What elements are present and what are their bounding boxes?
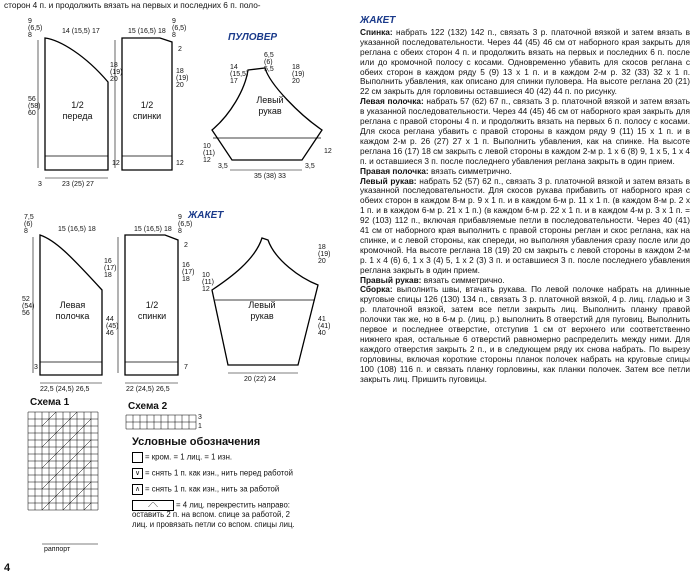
dim-label: 41 (41) 40 [318, 316, 331, 337]
left-front-label: Левая полочка [55, 300, 90, 321]
dim-label: 3 [34, 364, 38, 371]
cross-stitch-mark [49, 454, 56, 461]
cross-stitch-mark [70, 412, 77, 419]
dim-label: 22,5 (24,5) 26,5 [40, 386, 90, 393]
edge-stitch-icon [132, 452, 143, 463]
cross-stitch-mark [42, 419, 49, 426]
dim-label: 16 (17) 18 [104, 258, 117, 279]
dim-label: 18 (19) 20 [292, 64, 305, 85]
scheme2-title: Схема 2 [128, 401, 168, 412]
dim-label: 44 (45) 46 [106, 316, 119, 337]
cross-stitch-mark [63, 503, 70, 510]
left-front-paragraph: Левая полочка: набрать 57 (62) 67 п., связать 3 р. платочной вязкой и затем вязать в указанной последовательности. Через 44 (45) 46 см от наборного края закрыть для реглана с правой стороны 4 п. и продолжить вязать на первых 6 п. полосу с косами. Для скоса реглана убавить с правой стороны в каждом ряду 9 (11) 15 x 1 п. и в каждом 2-м р. 26 (27) 27 x 1 п. Выполнить убавления, как на спинке. На высоте реглана 16 (17) 18 см закрыть с левой стороны в каждом 2-м р. 1 x 6 (8) 9, 1 x 5, 1 x 4 п. и оставшиеся 3 п. после последнего убавления реглана закрыть в один прием. [360, 96, 691, 166]
dim-label: 56 (58) 60 [28, 96, 41, 117]
cross-stitch-mark [63, 482, 70, 489]
cross-stitch-mark [56, 447, 63, 454]
legend-row: оставить 2 п. на вспом. спице за работой, 2 [132, 510, 291, 519]
cross-stitch-mark [56, 426, 63, 433]
cross-stitch-mark [77, 426, 84, 433]
cross-stitch-mark [42, 461, 49, 468]
dim-label: 22 (24,5) 26,5 [126, 386, 170, 393]
raport-label: раппорт [44, 546, 71, 553]
dim-label: 7 [184, 364, 188, 371]
scheme2-chart [124, 414, 204, 434]
slip-front-icon: ∨ [132, 468, 143, 479]
legend-row: лиц. и провязать петли со вспом. спицы лиц. [132, 520, 295, 529]
jacket-text-title: ЖАКЕТ [360, 15, 396, 26]
jacket-diagram-title: ЖАКЕТ [188, 210, 224, 221]
cross-stitch-mark [84, 419, 91, 426]
legend-row: ∧ = снять 1 п. как изн., нить за работой [132, 484, 279, 495]
assembly-paragraph: Сборка: выполнить швы, втачать рукава. По левой полочке набрать на длинные круговые спицы 126 (130) 134 п., связать 3 р. платочной вязкой, 4 р. лиц. гладью и 3 р. платочной вязкой, затем все петли закрыть лиц. Выполнить планку правой полочки так же, но в 6-м р. (лиц. р.) выполнить 8 отверстий для пуговиц. Выполнить первое и последнее отверстие, отступив 1 см от верхнего или соответственно нижнего края, остальные 6 отверстий равномерно распределить между ними. Для каждого отверстия закрыть 2 п., и в следующем ряду их снова набрать. По вырезу горловины, включая короткие стороны планок полочек набрать на круговые спицы 100 (108) 116 п. и связать планку горловины, как планки полочек. Затем все петли закрыть лиц. Пришить пуговицы. [360, 284, 691, 384]
cross-stitch-mark [49, 433, 56, 440]
cross-stitch-mark [56, 489, 63, 496]
dim-label: 15 (16,5) 18 [128, 28, 166, 35]
cross-stitch-mark [63, 440, 70, 447]
dim-label: 18 (19) 20 [110, 62, 123, 83]
slip-back-icon: ∧ [132, 484, 143, 495]
cross-stitch-mark [84, 503, 91, 510]
cross-stitch-mark [70, 496, 77, 503]
dim-label: 15 (16,5) 18 [58, 226, 96, 233]
dim-label: 2 [184, 242, 188, 249]
dim-label: 18 (19) 20 [318, 244, 331, 265]
dim-label: 10 (11) 12 [202, 272, 214, 293]
cross-stitch-mark [42, 503, 49, 510]
instructions-text [360, 14, 690, 385]
top-line: сторон 4 п. и продолжить вязать на первых и последних 6 п. поло- [4, 0, 261, 10]
cross-stitch-mark [77, 489, 84, 496]
cross-stitch-mark [63, 419, 70, 426]
dim-label: 35 (38) 33 [254, 173, 286, 180]
dim-label: 9 (6,5) 8 [28, 18, 43, 39]
jacket-sleeve-label: Левый рукав [248, 300, 276, 321]
dim-label: 10 (11) 12 [203, 143, 215, 164]
cross-stitch-mark [84, 440, 91, 447]
legend-row: ⟋⟍ = 4 лиц. перекрестить направо: [132, 500, 290, 511]
scheme2-row-3: 3 [198, 414, 202, 421]
cross-stitch-mark [77, 447, 84, 454]
cable-cross-icon: ⟋⟍ [132, 500, 174, 511]
dim-label: 9 (6,5) 8 [178, 214, 193, 235]
legend-row: ∨ = снять 1 п. как изн., нить перед работой [132, 468, 293, 479]
dim-label: 20 (22) 24 [244, 376, 276, 383]
left-sleeve-paragraph: Левый рукав: набрать 52 (57) 62 п., связать 3 р. платочной вязкой и затем вязать в указанной последовательности. Для скосов рукава прибавить от наборного края с обеих сторон в каждом 8-м р. 9 x 1 п. и в каждом 6-м р. 11 x 1 п. (в каждом 8-м р. 2 x 1 п. и в каждом 6-м р. 21 x 1 п.) (в каждом 6-м р. 22 x 1 п. и в каждом 4-м р. 3 x 1 п. = 92 (103) 112 п., включая прибавляемые петли в последовательности. Через 40 (41) 41 см от наборного края выполнить с правой стороны реглан и скос реглана, как на спинке, и с левой стороны, как спереди, но выполняя убавления сразу после или до кромочной. На высоте реглана 18 (19) 20 см закрыть с левой стороны в каждом 2-м р. 1 x 4 (6) 6, 1 x 3 (4) 5, 1 x 2 (3) 3 п. и оставшиеся 3 п. после последнего убавления реглана закрыть в один прием. [360, 175, 691, 275]
legend-title: Условные обозначения [132, 436, 261, 448]
cross-stitch-mark [42, 482, 49, 489]
dim-label: 3 [38, 181, 42, 188]
dim-label: 15 (16,5) 18 [134, 226, 172, 233]
cross-stitch-mark [49, 475, 56, 482]
cross-stitch-mark [63, 461, 70, 468]
scheme1-chart [20, 410, 120, 550]
cross-stitch-mark [77, 468, 84, 475]
legend-row: = кром. = 1 лиц. = 1 изн. [132, 452, 232, 463]
dim-label: 14 (15,5) 17 [62, 28, 100, 35]
scheme1-title: Схема 1 [30, 397, 70, 408]
dim-label: 23 (25) 27 [62, 181, 94, 188]
page-number: 4 [4, 562, 11, 574]
cross-stitch-mark [84, 482, 91, 489]
left-sleeve-label: Левый рукав [256, 95, 284, 116]
dim-label: 3,5 [305, 163, 315, 170]
right-sleeve-paragraph: Правый рукав: вязать симметрично. [360, 274, 505, 285]
dim-label: 16 (17) 18 [182, 262, 195, 283]
back-half-label: 1/2 спинки [132, 100, 162, 121]
cross-stitch-mark [49, 496, 56, 503]
back-paragraph: Спинка: набрать 122 (132) 142 п., связать 3 р. платочной вязкой и затем вязать в указанной последовательности. Через 44 (45) 46 см от наборного края закрыть для реглана с обеих сторон 4 п. и продолжить вязать на первых и последних 6 п. после или до кромочной полосу с косами. Одновременно убавить для скосов реглана с обеих сторон в каждом ряду 5 (9) 13 x 1 п. и в каждом 2-м р. 32 (33) 32 x 1 п. Выполнить убавления, как описано для спинки пуловера. На высоте реглана 20 (21) 22 см закрыть для горловины оставшиеся 40 (42) 44 п. по рисунку. [360, 26, 691, 97]
cross-stitch-mark [49, 412, 56, 419]
scheme2-row-1: 1 [198, 423, 202, 430]
cross-stitch-mark [84, 461, 91, 468]
dim-label: 7,5 (6) 8 [24, 214, 34, 235]
dim-label: 12 [112, 160, 120, 167]
pullover-title: ПУЛОВЕР [228, 32, 278, 43]
cross-stitch-mark [70, 475, 77, 482]
dim-label: 18 (19) 20 [176, 68, 189, 89]
dim-label: 9 (6,5) 8 [172, 18, 187, 39]
cross-stitch-mark [70, 433, 77, 440]
dim-label: 12 [176, 160, 184, 167]
cross-stitch-mark [42, 440, 49, 447]
right-front-paragraph: Правая полочка: вязать симметрично. [360, 165, 512, 176]
dim-label: 2 [178, 46, 182, 53]
dim-label: 14 (15,5) 17 [230, 64, 249, 85]
dim-label: 6,5 (6) 5,5 [264, 52, 274, 73]
dim-label: 12 [324, 148, 332, 155]
front-half-label: 1/2 переда [62, 100, 93, 121]
dim-label: 52 (54) 56 [22, 296, 35, 317]
pullover-diagrams [0, 0, 360, 420]
jacket-back-label: 1/2 спинки [137, 300, 167, 321]
dim-label: 3,5 [218, 163, 228, 170]
cross-stitch-mark [70, 454, 77, 461]
cross-stitch-mark [56, 468, 63, 475]
